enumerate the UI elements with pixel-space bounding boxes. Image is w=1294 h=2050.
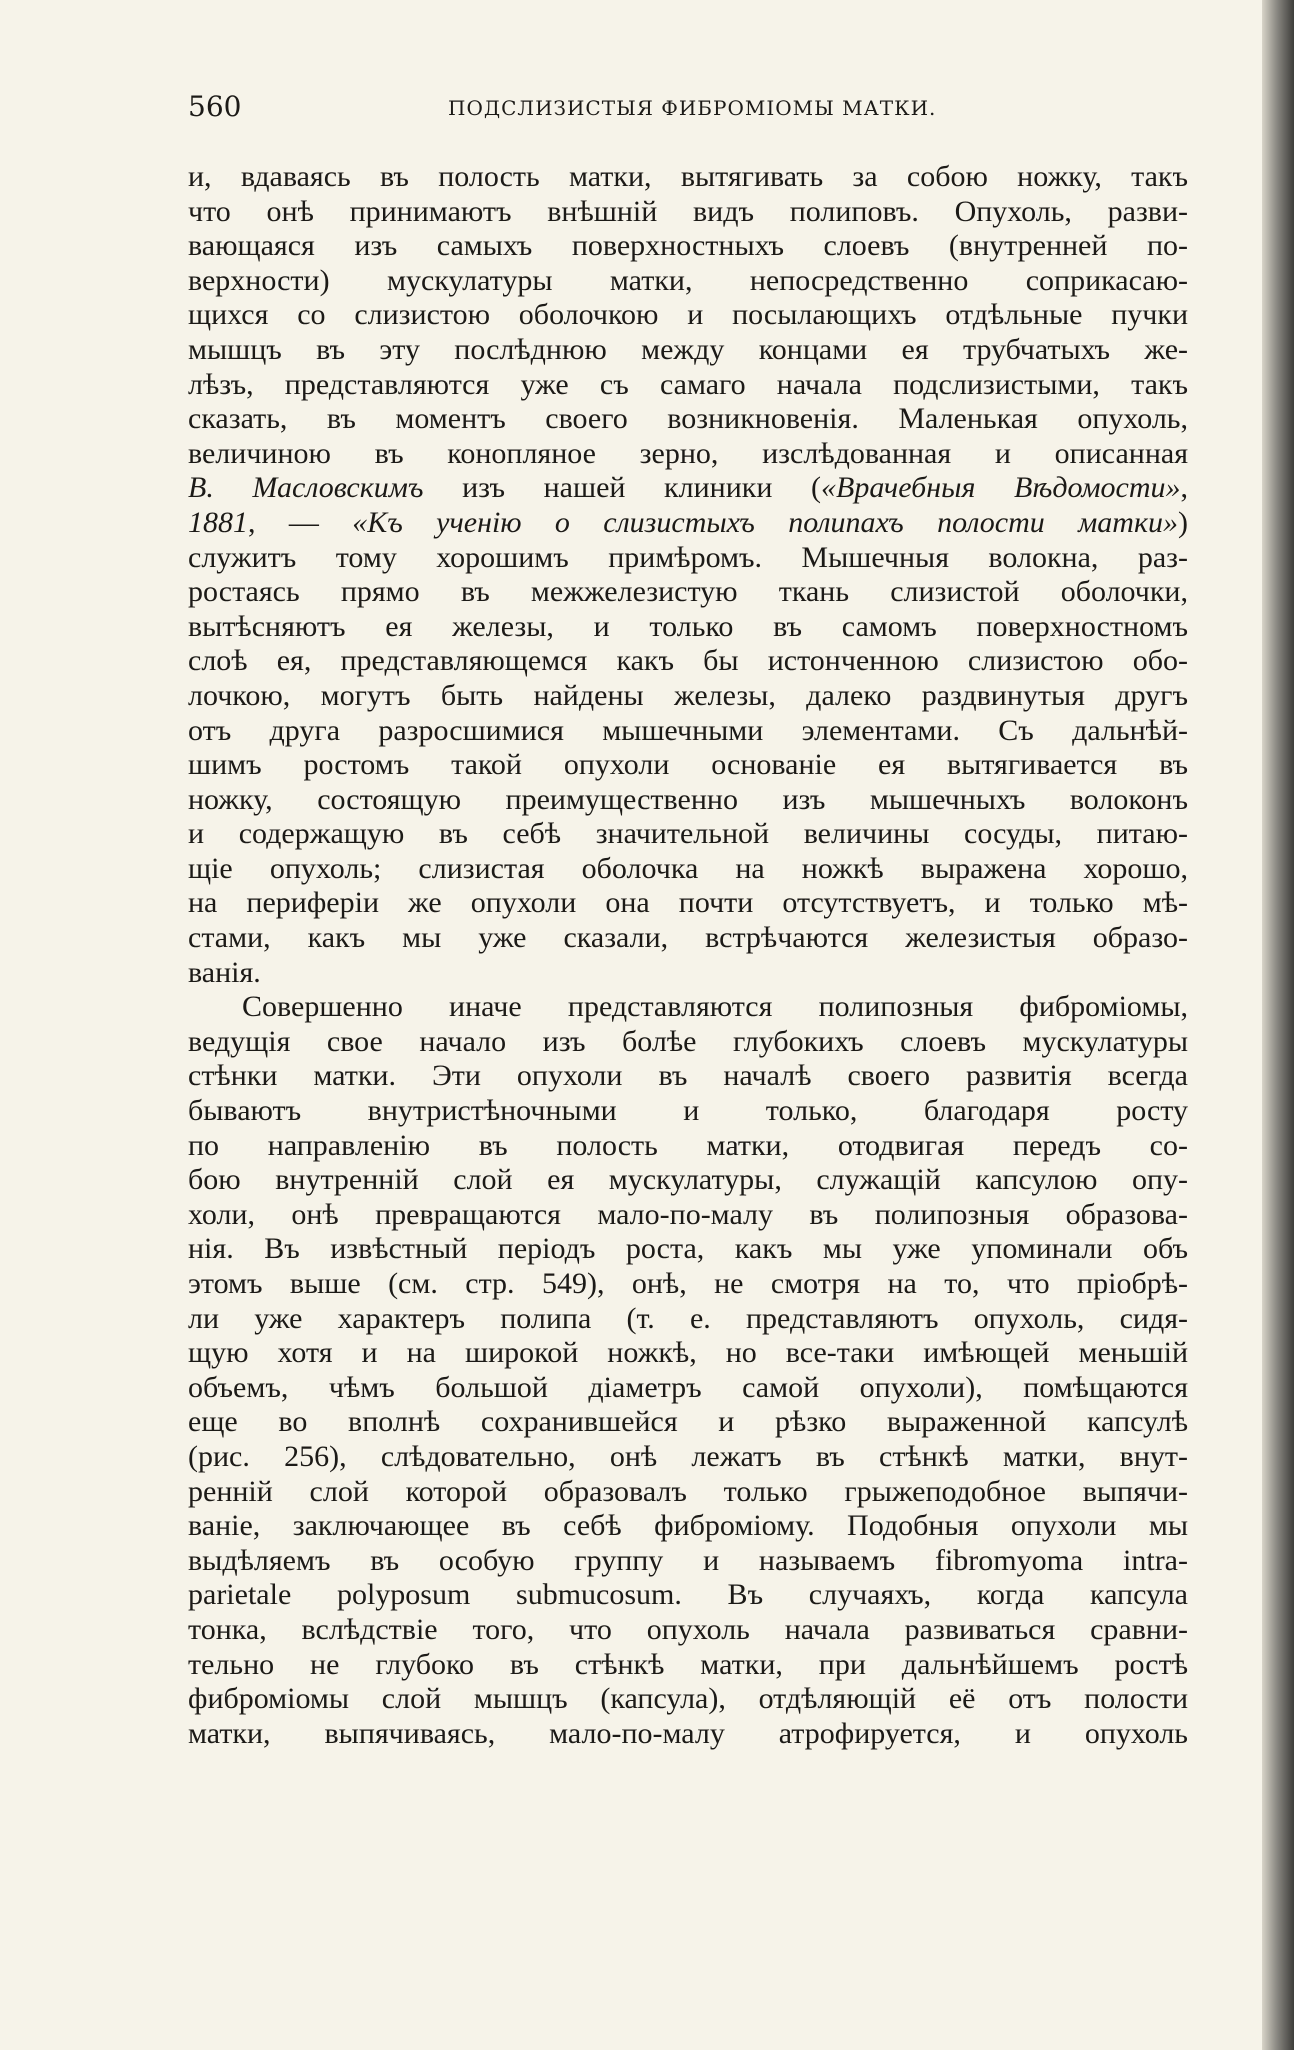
text-line: шимъ ростомъ такой опухоли основаніе ея вытягивается въ — [188, 748, 1188, 782]
text-line: бываютъ внутристѣночными и только, благодаря росту — [188, 1094, 1188, 1128]
journal-citation: «Врачебныя Вѣдомости» — [821, 471, 1181, 505]
text-line: мышцъ въ эту послѣднюю между концами ея трубчатыхъ же- — [188, 332, 1188, 366]
text-line: объемъ, чѣмъ большой діаметръ самой опухоли), помѣщаются — [188, 1370, 1188, 1404]
text-line: фиброміомы слой мышцъ (капсула), отдѣляющій её отъ полости — [188, 1682, 1188, 1716]
text-line: Совершенно иначе представляются полипозныя фиброміомы, — [242, 990, 1188, 1024]
text-line: этомъ выше (см. стр. 549), онѣ, не смотря на то, что пріобрѣ- — [188, 1267, 1188, 1300]
text-line: еще во вполнѣ сохранившейся и рѣзко выраженной капсулѣ — [188, 1405, 1188, 1439]
text-line: что онѣ принимаютъ внѣшній видъ полиповъ. Опухоль, разви- — [188, 194, 1188, 228]
text-line: лочкою, могутъ быть найдены железы, далеко раздвинутыя другъ — [188, 678, 1188, 712]
text-line: выдѣляемъ въ особую группу и называемъ fibromyoma intra- — [188, 1543, 1188, 1577]
citation-close: ) — [1178, 505, 1189, 539]
text-line: ренній слой которой образовалъ только грыжеподобное выпячи- — [188, 1474, 1188, 1508]
text-line: вытѣсняютъ ея железы, и только въ самомъ поверхностномъ — [188, 609, 1188, 643]
text-line: и, вдаваясь въ полость матки, вытягивать за собою ножку, такъ — [188, 160, 1188, 193]
text-line-citation — [188, 471, 1188, 506]
text-line: величиною въ конопляное зерно, изслѣдованная и описанная — [188, 436, 1188, 470]
author-citation: В. Масловскимъ — [188, 471, 424, 505]
text-line: по направленію въ полость матки, отодвигая передъ со- — [188, 1128, 1188, 1162]
citation-year: 1881 — [188, 505, 248, 539]
page-number: 560 — [188, 90, 242, 123]
text-line: стѣнки матки. Эти опухоли въ началѣ своего развитія всегда — [188, 1059, 1188, 1093]
page-header — [188, 90, 1208, 130]
text-line: щую хотя и на широкой ножкѣ, но все-таки имѣющей меньшій — [188, 1336, 1188, 1370]
text-line: матки, выпячиваясь, мало-по-малу атрофируется, и опухоль — [188, 1716, 1188, 1750]
text-line: лѣзъ, представляются уже съ самаго начала подслизистыми, такъ — [188, 367, 1188, 401]
text-line: (рис. 256), слѣдовательно, онѣ лежатъ въ стѣнкѣ матки, внут- — [188, 1439, 1188, 1473]
text-line: верхности) мускулатуры матки, непосредственно соприкасаю- — [188, 263, 1188, 297]
text-line: на периферіи же опухоли она почти отсутствуетъ, и только мѣ- — [188, 886, 1188, 920]
paragraph-2 — [188, 990, 1188, 1751]
text-line: слоѣ ея, представляющемся какъ бы истонченною слизистою обо- — [188, 644, 1188, 678]
text-line: ножку, состоящую преимущественно изъ мышечныхъ волоконъ — [188, 782, 1188, 816]
article-title-citation: «Къ ученію о слизистыхъ полипахъ полости матки» — [352, 505, 1179, 539]
page-edge-shadow — [1262, 0, 1294, 2050]
text-line: ли уже характеръ полипа (т. е. представляютъ опухоль, сидя- — [188, 1301, 1188, 1335]
text-line: ваніе, заключающее въ себѣ фиброміому. Подобныя опухоли мы — [188, 1509, 1188, 1543]
text-line-citation — [188, 506, 1188, 541]
text-line: щіе опухоль; слизистая оболочка на ножкѣ выражена хорошо, — [188, 851, 1188, 885]
running-title: ПОДСЛИЗИСТЫЯ ФИБРОМІОМЫ МАТКИ. — [448, 96, 937, 120]
text-line: нія. Въ извѣстный періодъ роста, какъ мы уже упоминали объ — [188, 1232, 1188, 1266]
text-line: тонка, вслѣдствіе того, что опухоль начала развиваться сравни- — [188, 1612, 1188, 1646]
text-line: щихся со слизистою оболочкою и посылающихъ отдѣльные пучки — [188, 298, 1188, 332]
text-line: parietale polyposum submucosum. Въ случаяхъ, когда капсула — [188, 1578, 1188, 1612]
text-line: вающаяся изъ самыхъ поверхностныхъ слоевъ (внутренней по- — [188, 229, 1188, 263]
text-line: ведущія свое начало изъ болѣе глубокихъ слоевъ мускулатуры — [188, 1024, 1188, 1058]
citation-connector: изъ нашей клиники ( — [423, 471, 821, 505]
text-line: ростаясь прямо въ межжелезистую ткань слизистой оболочки, — [188, 575, 1188, 609]
paragraph-1 — [188, 160, 1188, 990]
body-text — [188, 160, 1188, 1751]
text-line: ванія. — [188, 955, 261, 989]
citation-dash: , — — [248, 505, 353, 539]
citation-punct: , — [1180, 471, 1189, 505]
text-line: отъ друга разросшимися мышечными элементами. Съ дальнѣй- — [188, 713, 1188, 747]
text-line: и содержащую въ себѣ значительной величины сосуды, питаю- — [188, 817, 1188, 851]
text-line: бою внутренній слой ея мускулатуры, служащій капсулою опу- — [188, 1163, 1188, 1197]
text-line: стами, какъ мы уже сказали, встрѣчаются железистыя образо- — [188, 921, 1188, 955]
text-line: служитъ тому хорошимъ примѣромъ. Мышечныя волокна, раз- — [188, 540, 1188, 574]
text-line: сказать, въ моментъ своего возникновенія. Маленькая опухоль, — [188, 402, 1188, 436]
text-line: холи, онѣ превращаются мало-по-малу въ полипозныя образова- — [188, 1197, 1188, 1231]
text-line: тельно не глубоко въ стѣнкѣ матки, при дальнѣйшемъ ростѣ — [188, 1647, 1188, 1681]
